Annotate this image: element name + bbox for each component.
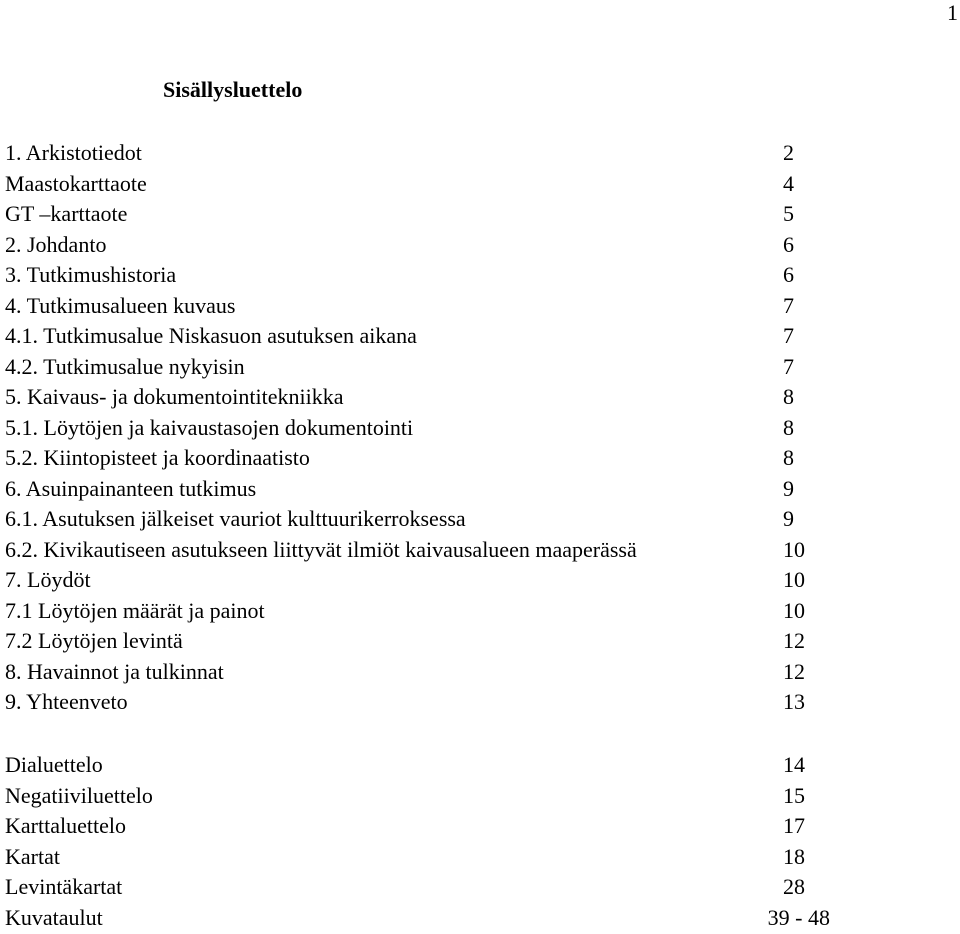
- toc-main-list: [5, 139, 830, 719]
- toc-entry-page: 2: [783, 139, 794, 167]
- toc-entry: [5, 627, 830, 658]
- toc-entry-page: 4: [783, 170, 794, 198]
- toc-entry-label: 5.2. Kiintopisteet ja koordinaatisto: [5, 444, 310, 472]
- toc-entry: [5, 597, 830, 628]
- toc-entry: [5, 322, 830, 353]
- toc-entry-label: 1. Arkistotiedot: [5, 139, 142, 167]
- toc-entry-label: 6. Asuinpainanteen tutkimus: [5, 475, 256, 503]
- toc-appendix-page: 15: [783, 782, 805, 810]
- toc-entry-label: 3. Tutkimushistoria: [5, 261, 176, 289]
- toc-entry-label: 6.2. Kivikautiseen asutukseen liittyvät ilmiöt kaivausalueen maaperässä: [5, 536, 637, 564]
- toc-entry-label: Maastokarttaote: [5, 170, 147, 198]
- toc-entry: [5, 566, 830, 597]
- toc-entry-label: 4.2. Tutkimusalue nykyisin: [5, 353, 245, 381]
- toc-entry-page: 10: [783, 536, 805, 564]
- toc-appendix-list: [5, 751, 830, 934]
- toc-appendix-label: Negatiiviluettelo: [5, 782, 153, 810]
- toc-entry: [5, 353, 830, 384]
- toc-appendix-entry: [5, 904, 830, 934]
- toc-entry: [5, 292, 830, 323]
- toc-entry-label: 5.1. Löytöjen ja kaivaustasojen dokumentointi: [5, 414, 413, 442]
- toc-appendix-entry: [5, 873, 830, 904]
- toc-appendix-page: 17: [783, 812, 805, 840]
- toc-entry: [5, 505, 830, 536]
- toc-appendix-label: Kartat: [5, 843, 60, 871]
- toc-entry-page: 8: [783, 444, 794, 472]
- toc-entry-label: 7. Löydöt: [5, 566, 91, 594]
- toc-title: Sisällysluettelo: [163, 76, 302, 104]
- toc-entry-label: 4.1. Tutkimusalue Niskasuon asutuksen aikana: [5, 322, 417, 350]
- toc-entry-page: 5: [783, 200, 794, 228]
- toc-entry-page: 10: [783, 566, 805, 594]
- toc-entry-page: 7: [783, 292, 794, 320]
- toc-appendix-label: Dialuettelo: [5, 751, 103, 779]
- toc-entry-label: 8. Havainnot ja tulkinnat: [5, 658, 224, 686]
- toc-entry-page: 13: [783, 688, 805, 716]
- toc-entry-label: 7.2 Löytöjen levintä: [5, 627, 183, 655]
- toc-entry: [5, 688, 830, 719]
- toc-entry-page: 9: [783, 505, 794, 533]
- toc-entry: [5, 170, 830, 201]
- toc-entry-page: 8: [783, 414, 794, 442]
- toc-entry-page: 10: [783, 597, 805, 625]
- toc-appendix-label: Kuvataulut: [5, 904, 103, 932]
- toc-entry: [5, 475, 830, 506]
- toc-entry-page: 12: [783, 658, 805, 686]
- toc-appendix-label: Levintäkartat: [5, 873, 122, 901]
- toc-entry: [5, 231, 830, 262]
- toc-appendix-entry: [5, 782, 830, 813]
- toc-entry: [5, 658, 830, 689]
- toc-entry-page: 8: [783, 383, 794, 411]
- toc-appendix-entry: [5, 843, 830, 874]
- toc-entry-page: 6: [783, 261, 794, 289]
- toc-appendix-entry: [5, 812, 830, 843]
- toc-appendix-page: 18: [783, 843, 805, 871]
- toc-entry: [5, 414, 830, 445]
- toc-appendix-page: 14: [783, 751, 805, 779]
- toc-entry: [5, 444, 830, 475]
- toc-entry-page: 12: [783, 627, 805, 655]
- toc-entry-label: 7.1 Löytöjen määrät ja painot: [5, 597, 265, 625]
- toc-entry: [5, 139, 830, 170]
- toc-entry: [5, 536, 830, 567]
- toc-entry-label: 2. Johdanto: [5, 231, 106, 259]
- toc-entry-page: 7: [783, 353, 794, 381]
- toc-entry-page: 6: [783, 231, 794, 259]
- toc-entry: [5, 383, 830, 414]
- toc-appendix-page: 39 - 48: [768, 904, 830, 932]
- toc-entry: [5, 261, 830, 292]
- toc-entry-page: 9: [783, 475, 794, 503]
- toc-entry-label: GT –karttaote: [5, 200, 127, 228]
- toc-entry-label: 5. Kaivaus- ja dokumentointitekniikka: [5, 383, 344, 411]
- toc-entry-page: 7: [783, 322, 794, 350]
- toc-entry-label: 9. Yhteenveto: [5, 688, 128, 716]
- toc-entry-label: 4. Tutkimusalueen kuvaus: [5, 292, 235, 320]
- toc-entry-label: 6.1. Asutuksen jälkeiset vauriot kulttuurikerroksessa: [5, 505, 466, 533]
- toc-appendix-entry: [5, 751, 830, 782]
- toc-appendix-page: 28: [783, 873, 805, 901]
- page-number: 1: [947, 0, 958, 26]
- toc-entry: [5, 200, 830, 231]
- toc-appendix-label: Karttaluettelo: [5, 812, 126, 840]
